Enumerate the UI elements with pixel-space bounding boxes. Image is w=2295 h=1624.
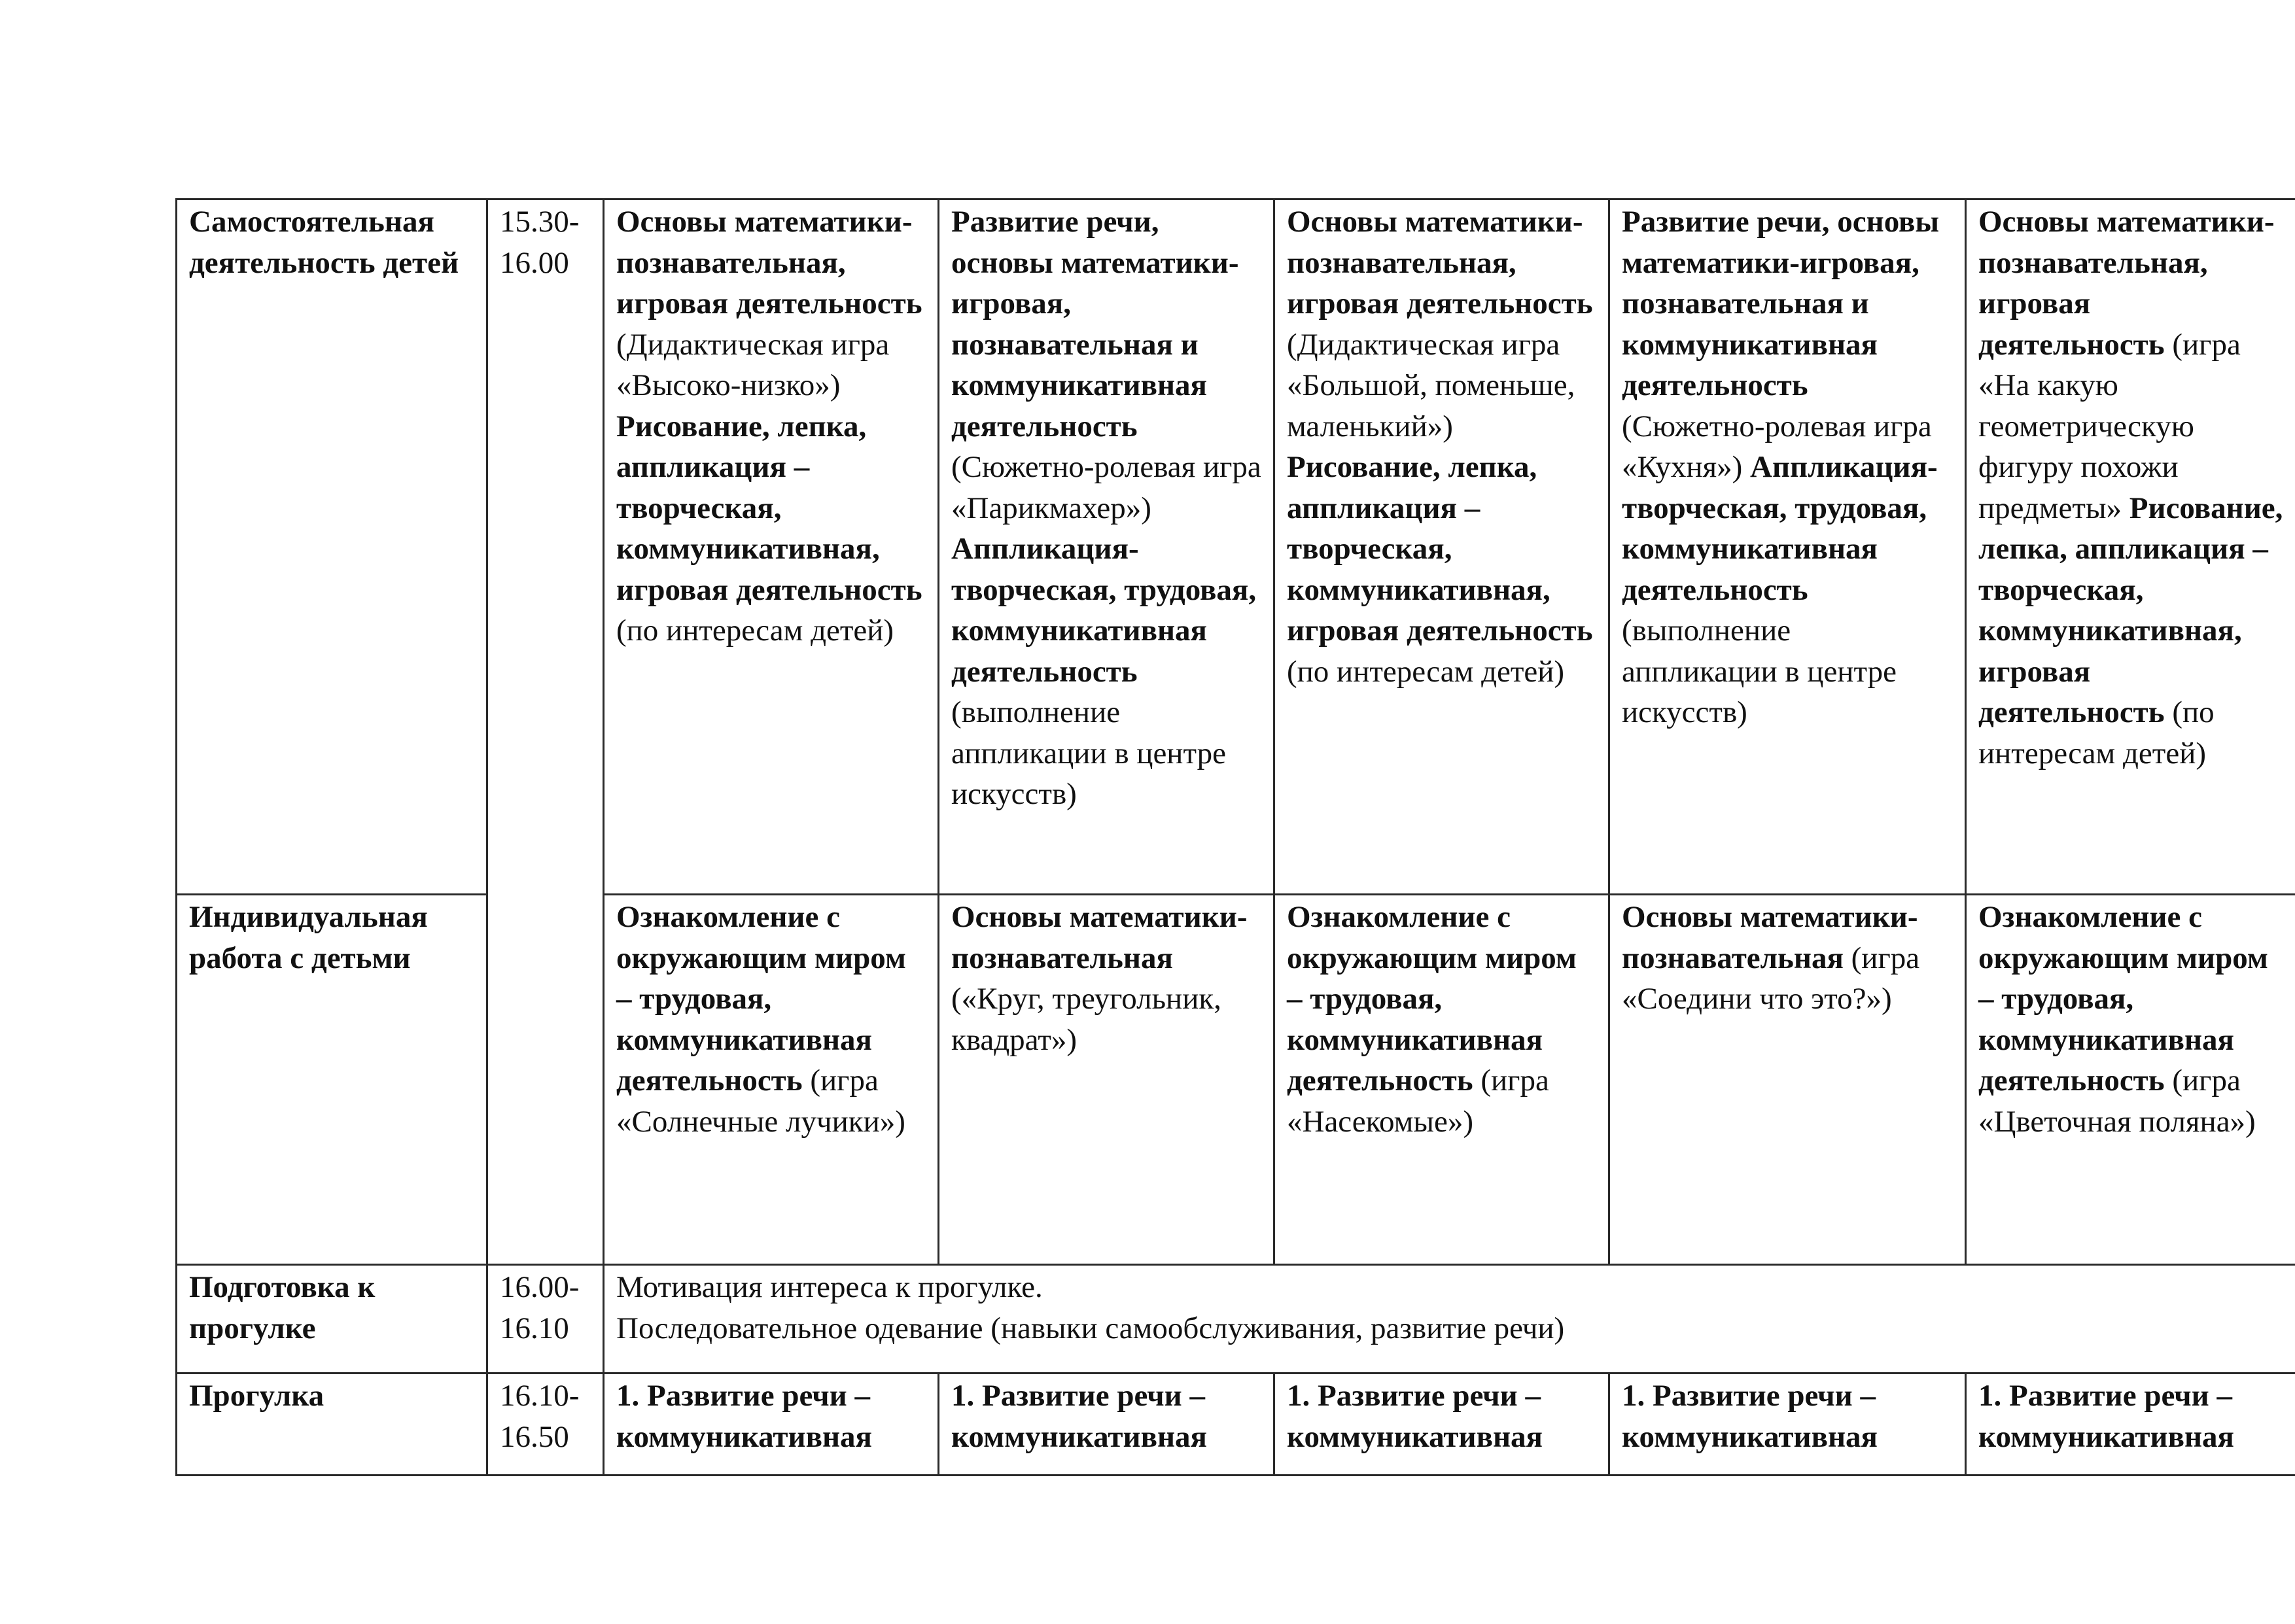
activity-cell — [1966, 895, 2295, 1265]
activity-cell — [939, 1373, 1274, 1476]
activity-detail-text: (по интересам детей) — [1978, 695, 2215, 770]
activity-cell — [1274, 199, 1609, 895]
activity-detail-text: (по интересам детей) — [616, 613, 894, 648]
activity-type-text: Развитие речи, основы математики-игровая, познавательная и коммуникативная деятельность — [1622, 205, 1940, 402]
daily-schedule-table — [175, 198, 2295, 1476]
activity-type-text: 1. Развитие речи – коммуникативная — [1622, 1379, 1878, 1454]
activity-type-text: 1. Развитие речи – коммуникативная — [951, 1379, 1207, 1454]
activity-detail-text: («Круг, треугольник, квадрат») — [951, 982, 1221, 1057]
activity-cell — [1274, 895, 1609, 1265]
activity-type-text: Развитие речи, основы математики-игровая, познавательная и коммуникативная деятельность — [951, 205, 1239, 443]
activity-cell — [1966, 1373, 2295, 1476]
activity-detail-text: (игра «На какую геометрическую фигуру похожи предметы» — [1978, 327, 2241, 525]
activity-detail-text: (Сюжетно-ролевая игра «Кухня») — [1622, 409, 1932, 484]
activity-cell — [1609, 1373, 1966, 1476]
activity-cell — [939, 199, 1274, 895]
row-independent-activity — [177, 199, 2295, 895]
merged-description-cell — [604, 1265, 2295, 1373]
description-line: Последовательное одевание (навыки самообслуживания, развитие речи) — [616, 1311, 1565, 1345]
activity-type-text: Рисование, лепка, аппликация – творческая, коммуникативная, игровая деятельность — [1287, 450, 1593, 648]
activity-detail-text: (Сюжетно-ролевая игра «Парикмахер») — [951, 450, 1261, 525]
activity-detail-text: (игра «Соедини что это?») — [1622, 941, 1920, 1016]
activity-cell — [939, 895, 1274, 1265]
activity-type-text: Аппликация-творческая, трудовая, коммуникативная деятельность — [951, 532, 1257, 689]
row-walk — [177, 1373, 2295, 1476]
activity-type-text: 1. Развитие речи – коммуникативная — [1287, 1379, 1543, 1454]
activity-type-text: Основы математики-познавательная — [1622, 900, 1918, 975]
activity-detail-text: (Дидактическая игра «Большой, поменьше, маленький») — [1287, 327, 1575, 443]
time-cell: 15.30-16.00 — [487, 199, 604, 1265]
activity-cell — [604, 1373, 939, 1476]
time-cell: 16.00-16.10 — [487, 1265, 604, 1373]
activity-detail-text: (выполнение аппликации в центре искусств) — [1622, 613, 1897, 729]
activity-type-text: Основы математики-познавательная — [951, 900, 1248, 975]
activity-detail-text: (Дидактическая игра «Высоко-низко») — [616, 327, 890, 402]
activity-cell — [1274, 1373, 1609, 1476]
activity-type-text: 1. Развитие речи – коммуникативная — [1978, 1379, 2234, 1454]
time-cell: 16.10-16.50 — [487, 1373, 604, 1476]
activity-cell — [1609, 199, 1966, 895]
activity-type-text: Аппликация-творческая, трудовая, коммуникативная деятельность — [1622, 450, 1938, 607]
row-label: Прогулка — [177, 1373, 487, 1476]
activity-type-text: Ознакомление с окружающим миром – трудовая, коммуникативная деятельность — [1287, 900, 1577, 1097]
activity-detail-text: (по интересам детей) — [1287, 654, 1565, 689]
activity-type-text: Рисование, лепка, аппликация – творческая, коммуникативная, игровая деятельность — [1978, 491, 2283, 729]
description-line: Мотивация интереса к прогулке. — [616, 1270, 1043, 1304]
activity-detail-text: (игра «Насекомые») — [1287, 1063, 1549, 1139]
activity-type-text: Основы математики-познавательная, игровая деятельность — [1287, 205, 1593, 320]
activity-type-text: Основы математики-познавательная, игровая деятельность — [1978, 205, 2275, 362]
activity-type-text: 1. Развитие речи – коммуникативная — [616, 1379, 872, 1454]
row-label: Подготовка к прогулке — [177, 1265, 487, 1373]
row-label: Индивидуальная работа с детьми — [177, 895, 487, 1265]
activity-cell — [1966, 199, 2295, 895]
activity-type-text: Основы математики-познавательная, игровая деятельность — [616, 205, 922, 320]
activity-type-text: Рисование, лепка, аппликация – творческая, коммуникативная, игровая деятельность — [616, 409, 922, 607]
activity-detail-text: (выполнение аппликации в центре искусств) — [951, 695, 1226, 811]
activity-type-text: Ознакомление с окружающим миром – трудовая, коммуникативная деятельность — [1978, 900, 2268, 1097]
row-walk-preparation — [177, 1265, 2295, 1373]
activity-type-text: Ознакомление с окружающим миром – трудовая, коммуникативная деятельность — [616, 900, 906, 1097]
activity-detail-text: (игра «Солнечные лучики») — [616, 1063, 905, 1139]
activity-detail-text: (игра «Цветочная поляна») — [1978, 1063, 2256, 1139]
activity-cell — [604, 895, 939, 1265]
activity-cell — [604, 199, 939, 895]
row-label: Самостоятельная деятельность детей — [177, 199, 487, 895]
activity-cell — [1609, 895, 1966, 1265]
